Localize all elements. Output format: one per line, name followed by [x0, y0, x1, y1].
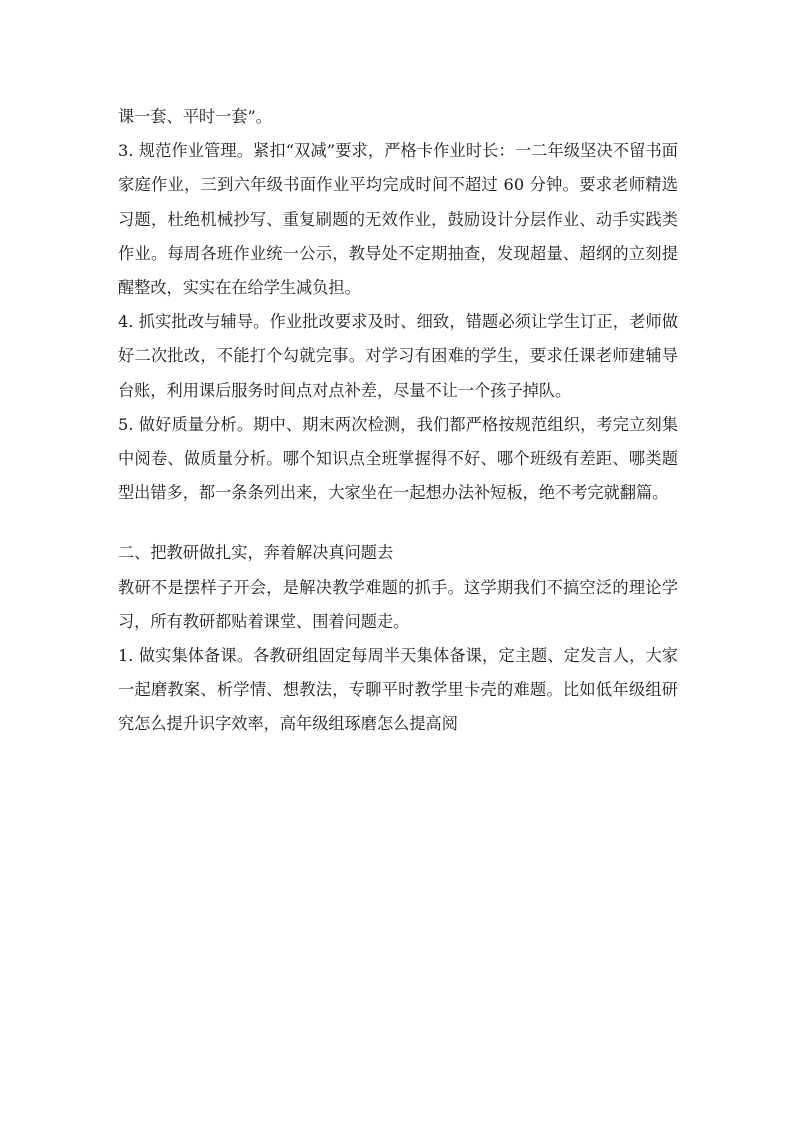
paragraph-continuation: 课一套、平时一套”。	[118, 107, 272, 126]
paragraph-research-intro: 教研不是摆样子开会，是解决教学难题的抓手。这学期我们不搞空泛的理论学习，所有教研都贴着课堂、围着问题走。	[118, 577, 678, 631]
section-heading-teaching-research: 二、把教研做扎实，奔着解决真问题去	[118, 543, 394, 563]
paragraph-item-1-lesson-prep: 1. 做实集体备课。各教研组固定每周半天集体备课，定主题、定发言人，大家一起磨教案、析学情、想教法，专聊平时教学里卡壳的难题。比如低年级组研究怎么提升识字效率，高年级组琢磨怎么提高阅	[118, 646, 678, 734]
document-body	[118, 100, 678, 742]
paragraph-item-5-quality: 5. 做好质量分析。期中、期末两次检测，我们都严格按规范组织，考完立刻集中阅卷、做质量分析。哪个知识点全班掌握得不好、哪个班级有差距、哪类题型出错多，都一条条列出来，大家坐在一起想办法补短板，绝不考完就翻篇。	[118, 414, 678, 503]
paragraph-item-3-homework: 3. 规范作业管理。紧扣“双减”要求，严格卡作业时长：一二年级坚决不留书面家庭作业，三到六年级书面作业平均完成时间不超过 60 分钟。要求老师精选习题，杜绝机械抄写、重复刷题的无效作业，鼓励设计分层作业、动手实践类作业。每周各班作业统一公示，教导处不定期抽查，发现超量、超纲的立刻提醒整改，实实在在给学生减负担。	[118, 141, 678, 298]
paragraph-item-4-grading: 4. 抓实批改与辅导。作业批改要求及时、细致，错题必须让学生订正，老师做好二次批改，不能打个勾就完事。对学习有困难的学生，要求任课老师建辅导台账，利用课后服务时间点对点补差，尽量不让一个孩子掉队。	[118, 312, 678, 400]
